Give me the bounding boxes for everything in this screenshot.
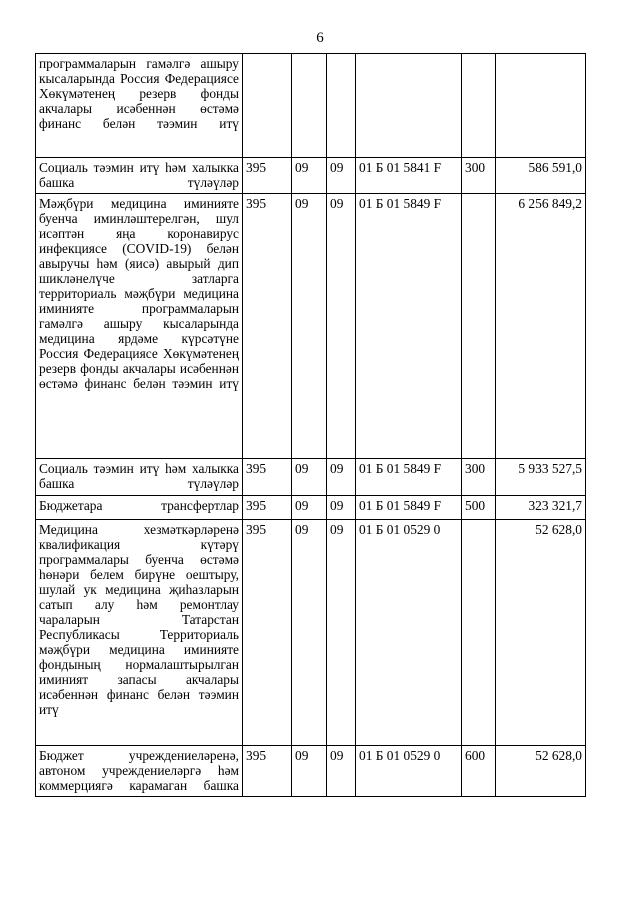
- section-code-cell: [292, 746, 327, 797]
- ministry-code-cell: [243, 459, 292, 496]
- subsection-code-cell: [327, 459, 356, 496]
- expense-type-code-cell: [462, 496, 496, 520]
- table-row: [36, 459, 586, 496]
- expense-type-code: 500: [465, 498, 486, 513]
- amount-cell: [496, 746, 586, 797]
- item-name-cell: [36, 459, 243, 496]
- item-name: Социаль тәэмин итү һәм халыкка башка түләүләр: [39, 160, 239, 190]
- section-code: 09: [295, 522, 309, 537]
- target-article-code-cell: [356, 459, 462, 496]
- target-article-code-cell: [356, 520, 462, 746]
- ministry-code-cell: [243, 496, 292, 520]
- section-code-cell: [292, 54, 327, 158]
- expense-type-code: 600: [465, 748, 486, 763]
- amount: 323 321,7: [528, 498, 582, 513]
- subsection-code-cell: [327, 746, 356, 797]
- amount: 586 591,0: [528, 160, 582, 175]
- section-code-cell: [292, 520, 327, 746]
- item-name-cell: [36, 194, 243, 459]
- section-code: 09: [295, 748, 309, 763]
- subsection-code-cell: [327, 496, 356, 520]
- item-name-cell: [36, 496, 243, 520]
- target-article-code-cell: [356, 194, 462, 459]
- section-code-cell: [292, 158, 327, 194]
- ministry-code: 395: [246, 196, 267, 211]
- subsection-code-cell: [327, 158, 356, 194]
- subsection-code: 09: [330, 196, 344, 211]
- amount-cell: [496, 459, 586, 496]
- expense-type-code-cell: [462, 520, 496, 746]
- amount: 52 628,0: [535, 748, 582, 763]
- amount-cell: [496, 194, 586, 459]
- amount-cell: [496, 496, 586, 520]
- amount: 52 628,0: [535, 522, 582, 537]
- target-article-code-cell: [356, 746, 462, 797]
- budget-table: [35, 53, 586, 797]
- ministry-code: 395: [246, 160, 267, 175]
- ministry-code-cell: [243, 520, 292, 746]
- ministry-code-cell: [243, 746, 292, 797]
- expense-type-code: 300: [465, 461, 486, 476]
- target-article-code: 01 Б 01 5849 F: [359, 461, 442, 476]
- subsection-code: 09: [330, 522, 344, 537]
- subsection-code: 09: [330, 748, 344, 763]
- section-code-cell: [292, 194, 327, 459]
- table-row: [36, 194, 586, 459]
- subsection-code: 09: [330, 461, 344, 476]
- item-name-cell: [36, 158, 243, 194]
- item-name-cell: [36, 746, 243, 797]
- item-name-cell: [36, 54, 243, 158]
- expense-type-code-cell: [462, 459, 496, 496]
- section-code: 09: [295, 461, 309, 476]
- section-code: 09: [295, 196, 309, 211]
- target-article-code: 01 Б 01 0529 0: [359, 748, 441, 763]
- expense-type-code-cell: [462, 158, 496, 194]
- item-name: программаларын гамәлгә ашыру кысаларында Россия Федерациясе Хөкүмәтенең резерв фонды акчалары исәбеннән өстәмә финанс белән тәэмин итү: [39, 56, 239, 131]
- ministry-code-cell: [243, 158, 292, 194]
- amount: 6 256 849,2: [518, 196, 582, 211]
- target-article-code-cell: [356, 496, 462, 520]
- subsection-code-cell: [327, 520, 356, 746]
- item-name: Бюджет учреждениеләренә, автоном учреждениеләргә һәм коммерциягә карамаган башка: [39, 748, 239, 793]
- item-name: Бюджетара трансфертлар: [39, 498, 239, 513]
- table-row: [36, 54, 586, 158]
- table-row: [36, 496, 586, 520]
- target-article-code-cell: [356, 54, 462, 158]
- subsection-code: 09: [330, 498, 344, 513]
- ministry-code: 395: [246, 522, 267, 537]
- table-row: [36, 158, 586, 194]
- expense-type-code-cell: [462, 54, 496, 158]
- section-code-cell: [292, 496, 327, 520]
- expense-type-code-cell: [462, 746, 496, 797]
- amount: 5 933 527,5: [518, 461, 582, 476]
- target-article-code: 01 Б 01 5841 F: [359, 160, 442, 175]
- section-code: 09: [295, 160, 309, 175]
- ministry-code-cell: [243, 194, 292, 459]
- target-article-code: 01 Б 01 5849 F: [359, 498, 442, 513]
- target-article-code-cell: [356, 158, 462, 194]
- table-row: [36, 520, 586, 746]
- item-name: Мәҗбүри медицина иминияте буенча иминләштерелгән, шул исәптән яңа коронавирус инфекциясе (COVID-19) белән авыручы һәм (яисә) авырый дип шикләнелүче затларга территориаль мәҗбүри медицина иминияте программаларын гамәлгә ашыру кысаларында медицина ярдәме күрсәтүне Россия Федерациясе Хөкүмәтенең резерв фонды акчалары исәбеннән өстәмә финанс белән тәэмин итү: [39, 196, 239, 391]
- amount-cell: [496, 520, 586, 746]
- ministry-code-cell: [243, 54, 292, 158]
- item-name-cell: [36, 520, 243, 746]
- ministry-code: 395: [246, 748, 267, 763]
- section-code-cell: [292, 459, 327, 496]
- section-code: 09: [295, 498, 309, 513]
- amount-cell: [496, 54, 586, 158]
- table-row: [36, 746, 586, 797]
- subsection-code: 09: [330, 160, 344, 175]
- item-name: Социаль тәэмин итү һәм халыкка башка түләүләр: [39, 461, 239, 491]
- target-article-code: 01 Б 01 0529 0: [359, 522, 441, 537]
- subsection-code-cell: [327, 54, 356, 158]
- ministry-code: 395: [246, 498, 267, 513]
- expense-type-code-cell: [462, 194, 496, 459]
- target-article-code: 01 Б 01 5849 F: [359, 196, 442, 211]
- ministry-code: 395: [246, 461, 267, 476]
- subsection-code-cell: [327, 194, 356, 459]
- amount-cell: [496, 158, 586, 194]
- page-number: 6: [316, 30, 324, 46]
- item-name: Медицина хезмәткәрләренә квалификация күтәрү программалары буенча өстәмә һөнәри белем бирүне оештыру, шулай ук медицина җиһазларын сатып алу һәм ремонтлау чараларын Татарстан Республикасы Территориаль мәҗбүри медицина иминияте фондының нормалаштырылган иминият запасы акчалары исәбеннән финанс белән тәэмин итү: [39, 522, 239, 717]
- expense-type-code: 300: [465, 160, 486, 175]
